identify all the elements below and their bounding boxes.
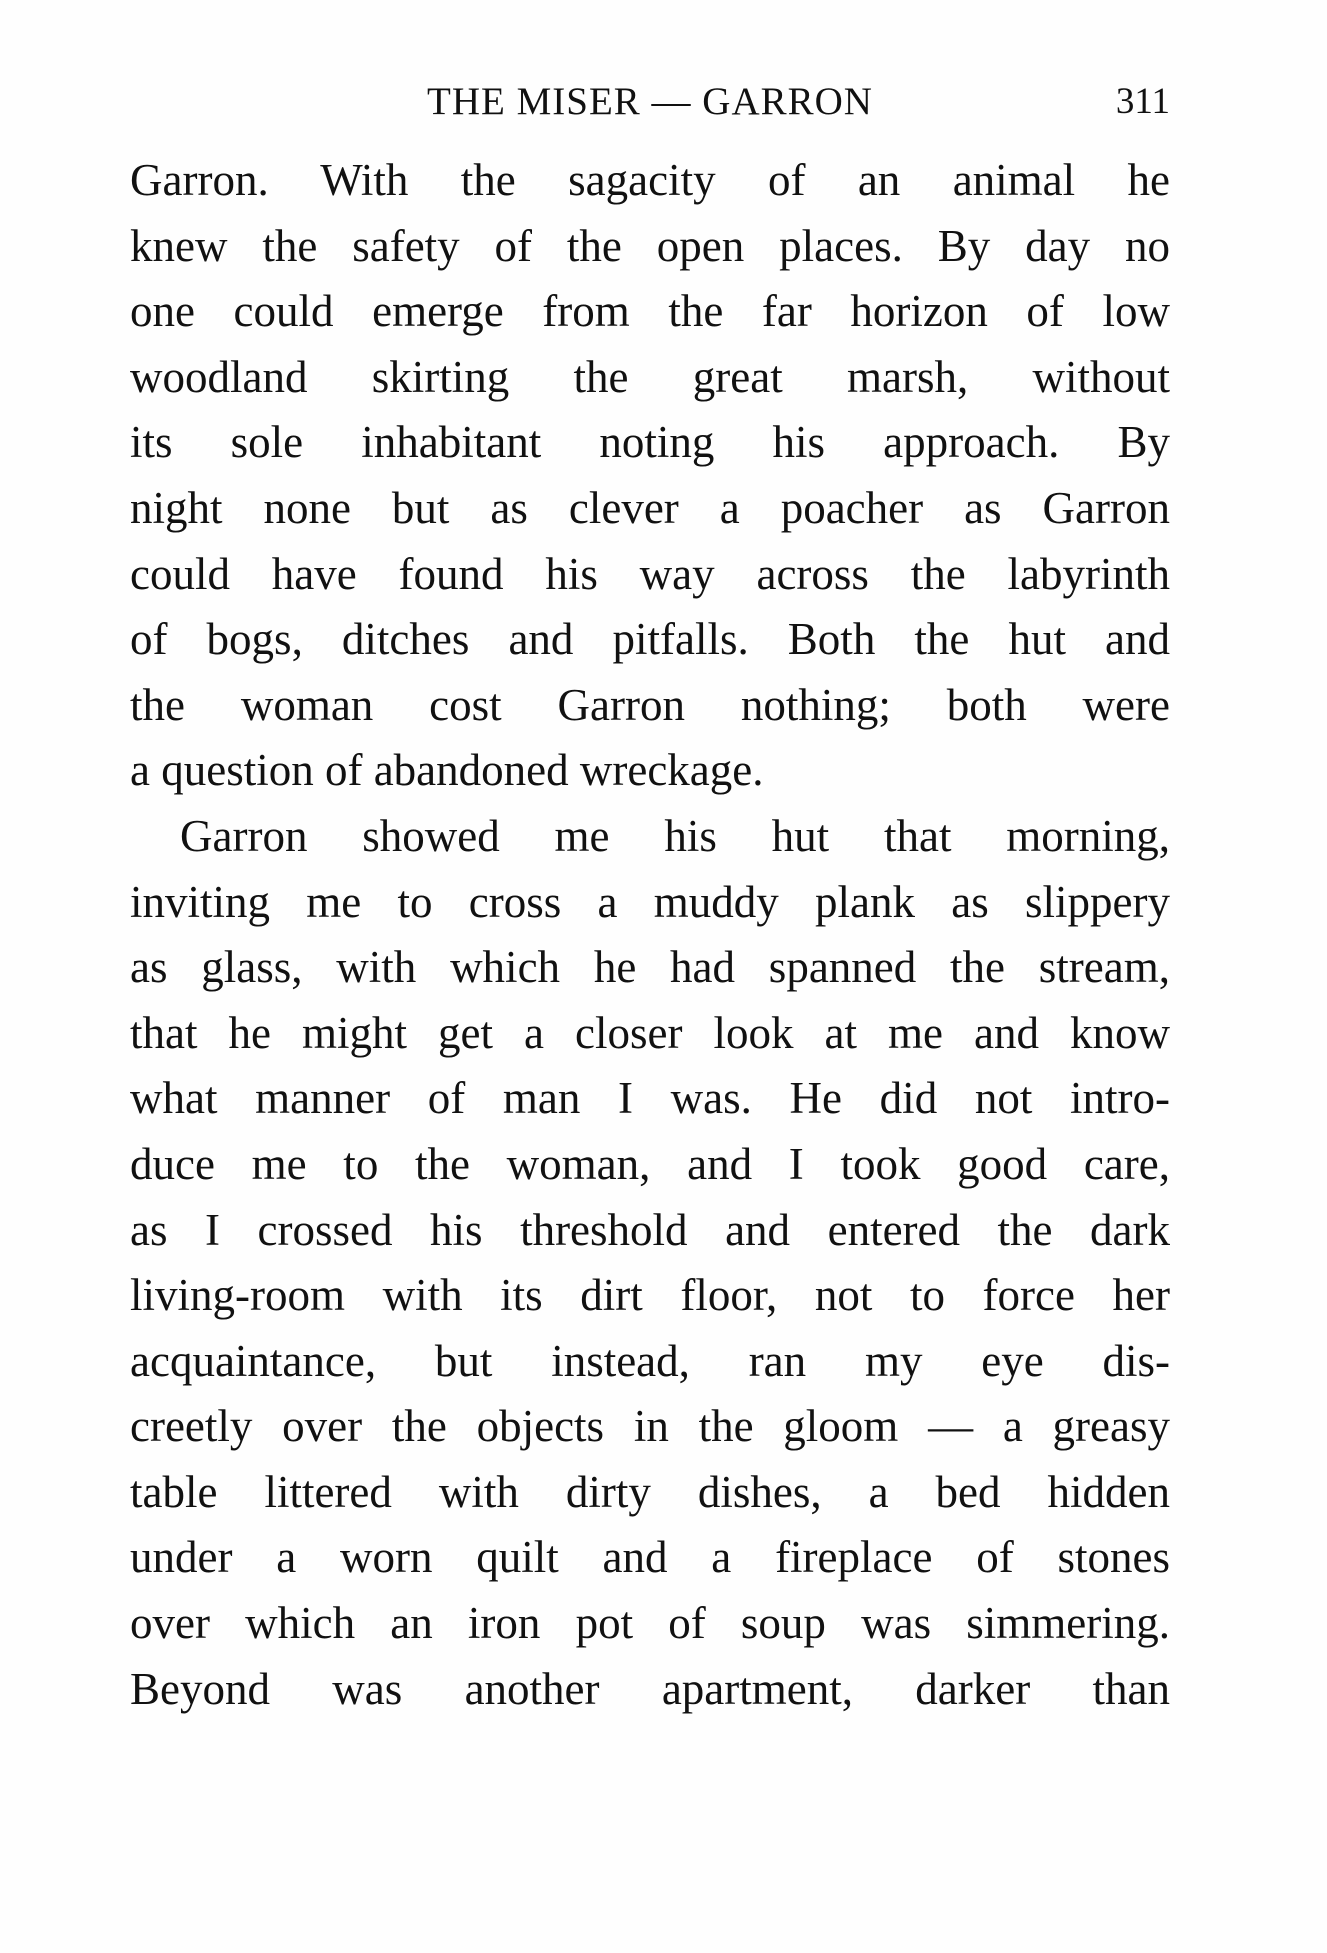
text-line: a question of abandoned wreckage.: [130, 745, 764, 796]
text-line: the woman cost Garron nothing; both were: [130, 679, 1170, 730]
text-line: woodland skirting the great marsh, without: [130, 351, 1170, 402]
text-line: creetly over the objects in the gloom — a greasy: [130, 1401, 1170, 1452]
text-line: duce me to the woman, and I took good care,: [130, 1138, 1170, 1189]
text-line: as I crossed his threshold and entered the dark: [130, 1204, 1170, 1255]
text-line: night none but as clever a poacher as Garron: [130, 482, 1170, 533]
running-head: [130, 72, 1170, 132]
text-line: Beyond was another apartment, darker than: [130, 1663, 1170, 1714]
text-line: what manner of man I was. He did not intro-: [130, 1073, 1170, 1124]
body-text: [130, 148, 1170, 1722]
text-line: one could emerge from the far horizon of low: [130, 286, 1170, 337]
page-number: 311: [1115, 81, 1170, 122]
text-line: inviting me to cross a muddy plank as slippery: [130, 876, 1170, 927]
text-line: as glass, with which he had spanned the stream,: [130, 942, 1170, 993]
running-head-title: THE MISER — GARRON: [427, 80, 873, 123]
text-line: acquaintance, but instead, ran my eye dis-: [130, 1335, 1170, 1386]
text-line: under a worn quilt and a fireplace of stones: [130, 1532, 1170, 1583]
text-line: that he might get a closer look at me and know: [130, 1007, 1170, 1058]
text-line: table littered with dirty dishes, a bed hidden: [130, 1466, 1170, 1517]
text-line: of bogs, ditches and pitfalls. Both the hut and: [130, 614, 1170, 665]
text-line: Garron showed me his hut that morning,: [180, 810, 1170, 861]
text-line: could have found his way across the labyrinth: [130, 548, 1170, 599]
text-line: its sole inhabitant noting his approach. By: [130, 417, 1170, 468]
text-line: over which an iron pot of soup was simmering.: [130, 1598, 1170, 1649]
text-line: knew the safety of the open places. By day no: [130, 220, 1170, 271]
text-line: living-room with its dirt floor, not to force her: [130, 1270, 1170, 1321]
text-line: Garron. With the sagacity of an animal he: [130, 155, 1170, 205]
